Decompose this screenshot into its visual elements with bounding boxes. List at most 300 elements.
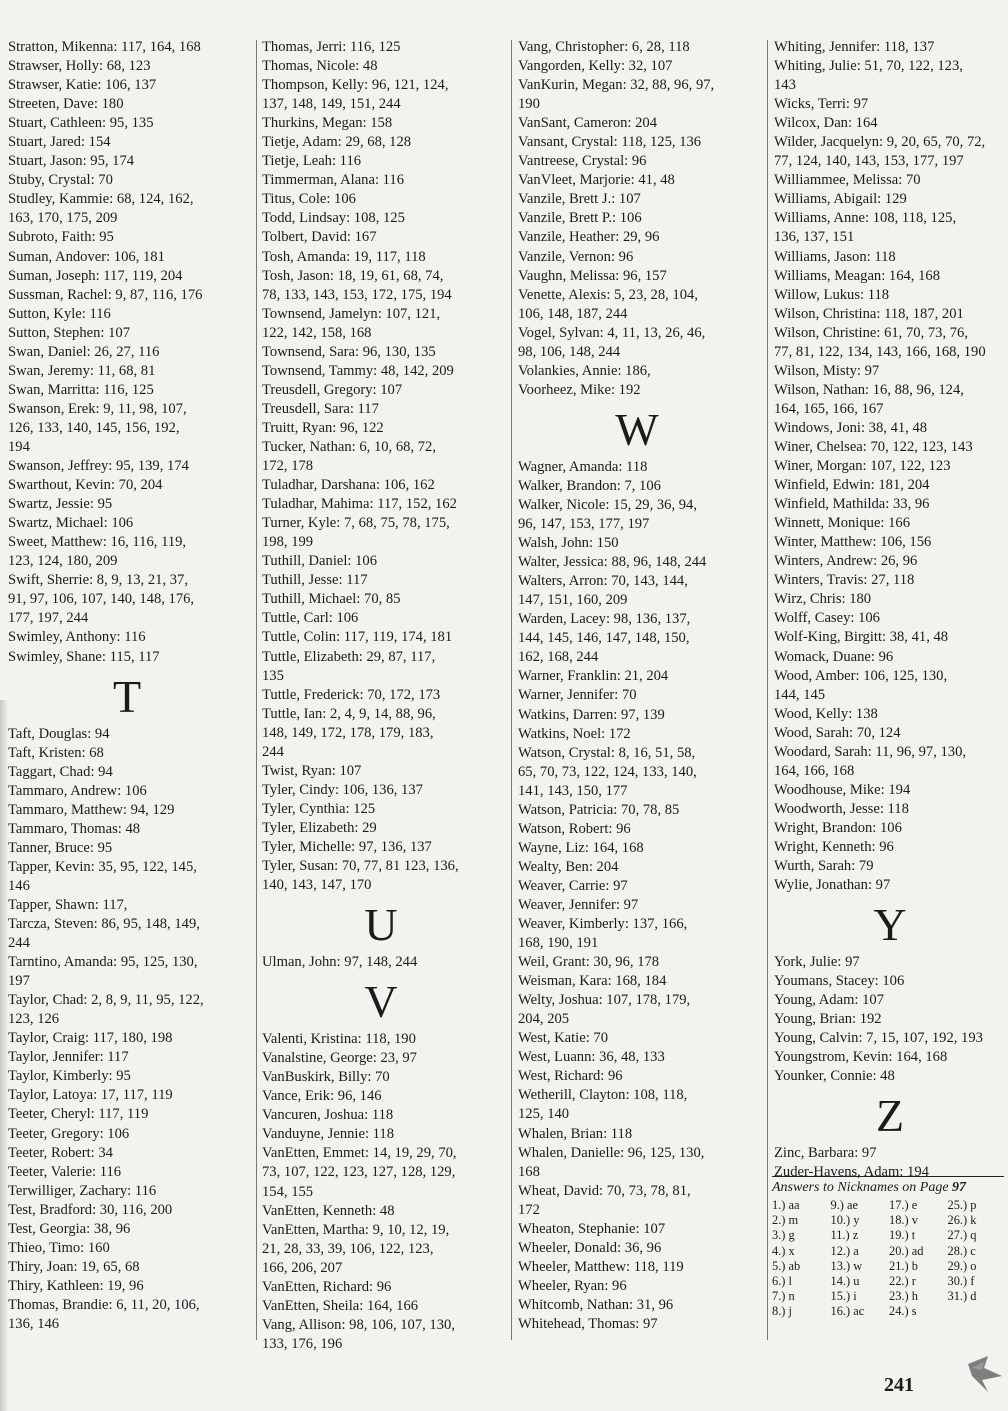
index-entry: Younker, Connie: 48 — [774, 1068, 895, 1085]
index-entry: West, Katie: 70 — [518, 1030, 609, 1047]
index-entry: Warden, Lacey: 98, 136, 137, — [518, 611, 691, 628]
answer-item: 22.) r — [889, 1274, 916, 1289]
index-entry: Willow, Lukus: 118 — [774, 286, 890, 303]
index-entry: Winfield, Mathilda: 33, 96 — [774, 496, 930, 513]
index-entry: Wheaton, Stephanie: 107 — [518, 1220, 666, 1237]
index-entry: Vancuren, Joshua: 118 — [262, 1107, 394, 1124]
answer-item: 30.) f — [947, 1274, 975, 1289]
index-entry: Winer, Morgan: 107, 122, 123 — [774, 458, 951, 475]
index-entry: 123, 126 — [8, 1011, 60, 1028]
index-entry: Zuder-Havens, Adam: 194 — [774, 1164, 929, 1181]
index-entry: Townsend, Jamelyn: 107, 121, — [262, 305, 441, 322]
index-entry: Voorheez, Mike: 192 — [518, 381, 641, 398]
index-entry: Treusdell, Sara: 117 — [262, 400, 379, 417]
index-entry: Vantreese, Crystal: 96 — [518, 153, 647, 170]
index-entry: Tanner, Bruce: 95 — [8, 839, 113, 856]
index-entry: Watkins, Noel: 172 — [518, 725, 631, 742]
index-entry: Swan, Daniel: 26, 27, 116 — [8, 343, 160, 360]
column-divider — [511, 40, 512, 1340]
index-entry: Tuladhar, Darshana: 106, 162 — [262, 477, 435, 494]
index-entry: Wood, Kelly: 138 — [774, 705, 878, 722]
index-entry: Williams, Meagan: 164, 168 — [774, 267, 940, 284]
answer-item: 16.) ac — [830, 1304, 865, 1319]
index-entry: Streeten, Dave: 180 — [8, 96, 124, 113]
index-entry: Tammaro, Thomas: 48 — [8, 820, 141, 837]
index-entry: 98, 106, 148, 244 — [518, 343, 621, 360]
index-entry: Wheeler, Matthew: 118, 119 — [518, 1258, 684, 1275]
index-entry: Test, Georgia: 38, 96 — [8, 1220, 131, 1237]
page-number: 241 — [884, 1374, 914, 1396]
index-entry: Swan, Marritta: 116, 125 — [8, 381, 154, 398]
index-entry: York, Julie: 97 — [774, 954, 860, 971]
answer-item: 7.) n — [772, 1289, 795, 1304]
page-corner-arrow-icon — [958, 1346, 1006, 1394]
index-entry: 154, 155 — [262, 1183, 314, 1200]
index-entry: 125, 140 — [518, 1106, 570, 1123]
index-entry: Young, Adam: 107 — [774, 992, 885, 1009]
index-entry: Thurkins, Megan: 158 — [262, 115, 393, 132]
index-entry: 143 — [774, 77, 796, 94]
index-entry: Terwilliger, Zachary: 116 — [8, 1182, 157, 1199]
index-entry: Wilder, Jacquelyn: 9, 20, 65, 70, 72, — [774, 134, 986, 151]
answer-item: 2.) m — [772, 1213, 799, 1228]
index-entry: Wagner, Amanda: 118 — [518, 458, 648, 475]
index-entry: Vanalstine, George: 23, 97 — [262, 1050, 417, 1067]
index-entry: Whalen, Danielle: 96, 125, 130, — [518, 1144, 705, 1161]
answer-item: 18.) v — [889, 1213, 918, 1228]
index-entry: Vance, Erik: 96, 146 — [262, 1088, 382, 1105]
index-entry: Winnett, Monique: 166 — [774, 515, 911, 532]
answer-item: 1.) aa — [772, 1198, 800, 1212]
index-entry: Swan, Jeremy: 11, 68, 81 — [8, 362, 156, 379]
answer-item: 6.) l — [772, 1274, 792, 1289]
answer-item: 12.) a — [830, 1243, 859, 1258]
answer-item: 24.) s — [889, 1304, 917, 1319]
index-entry: 91, 97, 106, 107, 140, 148, 176, — [8, 591, 195, 608]
index-entry: Wheeler, Donald: 36, 96 — [518, 1239, 662, 1256]
index-entry: Williams, Anne: 108, 118, 125, — [774, 210, 957, 227]
index-entry: 148, 149, 172, 178, 179, 183, — [262, 724, 434, 741]
index-entry: Whitehead, Thomas: 97 — [518, 1316, 658, 1332]
index-entry: Thompson, Kelly: 96, 121, 124, — [262, 77, 449, 94]
index-entry: Tapper, Shawn: 117, — [8, 896, 128, 913]
index-entry: Tietje, Adam: 29, 68, 128 — [262, 134, 412, 151]
index-entry: Winters, Andrew: 26, 96 — [774, 553, 918, 570]
index-entry: Woodard, Sarah: 11, 96, 97, 130, — [774, 743, 967, 760]
index-entry: Swanson, Jeffrey: 95, 139, 174 — [8, 458, 189, 475]
answer-item: 14.) u — [830, 1274, 860, 1289]
index-entry: Strawser, Holly: 68, 123 — [8, 58, 151, 75]
answer-item: 3.) g — [772, 1228, 795, 1243]
index-entry: VanEtten, Sheila: 164, 166 — [262, 1297, 419, 1314]
index-entry: Tapper, Kevin: 35, 95, 122, 145, — [8, 858, 197, 875]
index-entry: Tuttle, Elizabeth: 29, 87, 117, — [262, 648, 436, 665]
index-entry: Volankies, Annie: 186, — [518, 362, 651, 379]
index-entry: Tuttle, Ian: 2, 4, 9, 14, 88, 96, — [262, 705, 436, 722]
index-entry: Warner, Jennifer: 70 — [518, 687, 637, 704]
index-entry: Wilson, Misty: 97 — [774, 362, 880, 379]
index-entry: 141, 143, 150, 177 — [518, 782, 628, 799]
index-entry: Wood, Amber: 106, 125, 130, — [774, 667, 948, 684]
index-entry: Womack, Duane: 96 — [774, 648, 894, 665]
index-entry: Sweet, Matthew: 16, 116, 119, — [8, 534, 187, 551]
index-entry: Todd, Lindsay: 108, 125 — [262, 210, 405, 227]
index-entry: Tucker, Nathan: 6, 10, 68, 72, — [262, 438, 436, 455]
index-entry: VanEtten, Kenneth: 48 — [262, 1202, 395, 1219]
answer-item: 28.) c — [947, 1243, 976, 1258]
index-entry: Weaver, Kimberly: 137, 166, — [518, 916, 688, 933]
index-entry: Winfield, Edwin: 181, 204 — [774, 477, 930, 494]
index-entry: Teeter, Gregory: 106 — [8, 1125, 130, 1142]
index-entry: Watkins, Darren: 97, 139 — [518, 706, 665, 723]
answers-title: Answers to Nicknames on Page 97 — [772, 1180, 967, 1195]
index-entry: Swanson, Erek: 9, 11, 98, 107, — [8, 400, 187, 417]
index-entry: 244 — [262, 743, 284, 760]
index-entry: Wicks, Terri: 97 — [774, 96, 869, 113]
index-entry: Young, Brian: 192 — [774, 1011, 882, 1028]
answers-grid — [772, 1198, 1004, 1320]
section-letter-v: V — [364, 976, 398, 1028]
index-entry: 96, 147, 153, 177, 197 — [518, 516, 650, 533]
index-entry: Tyler, Cindy: 106, 136, 137 — [262, 781, 423, 798]
index-entry: 122, 142, 158, 168 — [262, 324, 372, 341]
index-entry: 168, 190, 191 — [518, 935, 599, 952]
answer-item: 25.) p — [947, 1198, 977, 1212]
index-entry: VanKurin, Megan: 32, 88, 96, 97, — [518, 77, 715, 94]
index-entry: Stuby, Crystal: 70 — [8, 172, 113, 189]
index-entry: Walter, Jessica: 88, 96, 148, 244 — [518, 554, 707, 571]
index-entry: Tarcza, Steven: 86, 95, 148, 149, — [8, 916, 200, 933]
nickname-answers-box — [772, 1176, 1004, 1320]
index-entry: Vogel, Sylvan: 4, 11, 13, 26, 46, — [518, 324, 706, 341]
index-entry: Thiry, Joan: 19, 65, 68 — [8, 1258, 140, 1275]
index-entry: Venette, Alexis: 5, 23, 28, 104, — [518, 286, 698, 303]
index-entry: Woodhouse, Mike: 194 — [774, 781, 911, 798]
answer-item: 26.) k — [947, 1213, 977, 1228]
index-entry: 172, 178 — [262, 458, 314, 475]
index-entry: Whiting, Julie: 51, 70, 122, 123, — [774, 58, 963, 75]
index-entry: Swimley, Shane: 115, 117 — [8, 648, 160, 665]
index-entry: VanBuskirk, Billy: 70 — [262, 1069, 390, 1086]
index-entry: VanEtten, Emmet: 14, 19, 29, 70, — [262, 1145, 457, 1162]
index-entry: Swartz, Michael: 106 — [8, 515, 134, 532]
answer-item: 11.) z — [830, 1228, 859, 1243]
index-entry: Wayne, Liz: 164, 168 — [518, 839, 644, 856]
index-entry: 135 — [262, 667, 284, 684]
index-entry: Test, Bradford: 30, 116, 200 — [8, 1201, 173, 1218]
index-entry: Vang, Allison: 98, 106, 107, 130, — [262, 1316, 455, 1333]
index-entry: 162, 168, 244 — [518, 649, 599, 666]
index-entry: 140, 143, 147, 170 — [262, 877, 372, 894]
index-entry: Windows, Joni: 38, 41, 48 — [774, 419, 928, 436]
index-entry: Studley, Kammie: 68, 124, 162, — [8, 191, 194, 208]
index-entry: Thomas, Nicole: 48 — [262, 58, 378, 75]
index-entry: Warner, Franklin: 21, 204 — [518, 668, 669, 685]
index-entry: Tosh, Jason: 18, 19, 61, 68, 74, — [262, 267, 444, 284]
index-entry: 136, 146 — [8, 1316, 60, 1332]
index-entry: Tyler, Cynthia: 125 — [262, 800, 376, 817]
index-entry: 166, 206, 207 — [262, 1259, 343, 1276]
index-column-4 — [774, 38, 1006, 1183]
index-entry: 197 — [8, 973, 30, 990]
index-entry: Teeter, Robert: 34 — [8, 1144, 113, 1161]
index-entry: Tuttle, Colin: 117, 119, 174, 181 — [262, 629, 453, 646]
index-entry: Wright, Kenneth: 96 — [774, 838, 894, 855]
index-entry: 73, 107, 122, 123, 127, 128, 129, — [262, 1164, 456, 1181]
index-entry: Watson, Crystal: 8, 16, 51, 58, — [518, 744, 696, 761]
index-entry: Stuart, Cathleen: 95, 135 — [8, 115, 154, 132]
index-entry: Weisman, Kara: 168, 184 — [518, 973, 667, 990]
section-letter-y: Y — [873, 899, 907, 951]
index-entry: Woodworth, Jesse: 118 — [774, 800, 909, 817]
index-entry: Youngstrom, Kevin: 164, 168 — [774, 1049, 948, 1066]
index-entry: 123, 124, 180, 209 — [8, 553, 118, 570]
index-entry: Vaughn, Melissa: 96, 157 — [518, 267, 667, 284]
index-entry: VanEtten, Martha: 9, 10, 12, 19, — [262, 1221, 450, 1238]
index-entry: Swimley, Anthony: 116 — [8, 629, 146, 646]
index-entry: Tolbert, David: 167 — [262, 229, 377, 246]
index-entry: Tuthill, Jesse: 117 — [262, 572, 368, 589]
index-entry: Tammaro, Andrew: 106 — [8, 782, 147, 799]
answer-item — [948, 1304, 1005, 1319]
index-entry: Wilson, Nathan: 16, 88, 96, 124, — [774, 381, 964, 398]
index-entry: West, Luann: 36, 48, 133 — [518, 1049, 665, 1066]
index-entry: Wylie, Jonathan: 97 — [774, 877, 891, 894]
index-entry: Taft, Kristen: 68 — [8, 744, 104, 761]
index-entry: VanSant, Cameron: 204 — [518, 115, 658, 132]
index-entry: Subroto, Faith: 95 — [8, 229, 114, 246]
index-entry: Williammee, Melissa: 70 — [774, 172, 921, 189]
index-entry: 146 — [8, 877, 30, 894]
index-entry: 194 — [8, 438, 30, 455]
index-entry: 147, 151, 160, 209 — [518, 592, 628, 609]
index-entry: Williams, Abigail: 129 — [774, 191, 907, 208]
index-entry: Wealty, Ben: 204 — [518, 858, 619, 875]
index-entry: 144, 145 — [774, 686, 826, 703]
index-entry: Taylor, Craig: 117, 180, 198 — [8, 1030, 173, 1047]
index-entry: 168 — [518, 1163, 540, 1180]
index-entry: Sussman, Rachel: 9, 87, 116, 176 — [8, 286, 203, 303]
index-entry: West, Richard: 96 — [518, 1068, 623, 1085]
index-entry: Swift, Sherrie: 8, 9, 13, 21, 37, — [8, 572, 188, 589]
index-entry: Tyler, Elizabeth: 29 — [262, 819, 377, 836]
index-entry: Whitcomb, Nathan: 31, 96 — [518, 1296, 674, 1313]
index-entry: 77, 81, 122, 134, 143, 166, 168, 190 — [774, 343, 986, 360]
index-entry: Walker, Brandon: 7, 106 — [518, 477, 661, 494]
answer-item: 21.) b — [889, 1258, 918, 1273]
index-entry: Zinc, Barbara: 97 — [774, 1145, 877, 1162]
index-entry: 198, 199 — [262, 534, 314, 551]
index-entry: 106, 148, 187, 244 — [518, 305, 628, 322]
index-entry: 172 — [518, 1201, 540, 1218]
index-entry: 136, 137, 151 — [774, 229, 855, 246]
answer-item: 29.) o — [947, 1258, 977, 1273]
index-entry: Teeter, Cheryl: 117, 119 — [8, 1106, 149, 1123]
index-column-3 — [518, 38, 756, 1334]
index-entry: Walsh, John: 150 — [518, 535, 619, 552]
index-entry: Taylor, Jennifer: 117 — [8, 1049, 129, 1066]
index-entry: Whiting, Jennifer: 118, 137 — [774, 39, 935, 55]
answer-item: 23.) h — [889, 1289, 918, 1304]
index-entry: Vang, Christopher: 6, 28, 118 — [518, 39, 690, 55]
index-entry: Wilson, Christina: 118, 187, 201 — [774, 305, 964, 322]
index-entry: Tuttle, Frederick: 70, 172, 173 — [262, 686, 441, 703]
index-entry: Suman, Andover: 106, 181 — [8, 248, 165, 265]
answers-page-ref: 97 — [952, 1180, 967, 1195]
index-entry: Stuart, Jason: 95, 174 — [8, 153, 135, 170]
index-entry: Tyler, Michelle: 97, 136, 137 — [262, 838, 432, 855]
index-entry: Welty, Joshua: 107, 178, 179, — [518, 992, 691, 1009]
index-entry: Thiry, Kathleen: 19, 96 — [8, 1277, 144, 1294]
column-divider — [767, 40, 768, 1340]
index-entry: Thomas, Jerri: 116, 125 — [262, 39, 401, 55]
index-entry: Wetherill, Clayton: 108, 118, — [518, 1087, 688, 1104]
index-entry: Tietje, Leah: 116 — [262, 153, 362, 170]
answer-item: 13.) w — [830, 1258, 863, 1273]
index-entry: 137, 148, 149, 151, 244 — [262, 96, 401, 113]
index-entry: Wilson, Christine: 61, 70, 73, 76, — [774, 324, 968, 341]
index-entry: 163, 170, 175, 209 — [8, 210, 118, 227]
index-entry: Taylor, Latoya: 17, 117, 119 — [8, 1087, 173, 1104]
index-entry: Wright, Brandon: 106 — [774, 819, 902, 836]
answer-item: 20.) ad — [889, 1243, 924, 1258]
index-entry: Thieo, Timo: 160 — [8, 1239, 110, 1256]
index-entry: Teeter, Valerie: 116 — [8, 1163, 122, 1180]
index-column-1 — [8, 38, 246, 1334]
index-entry: Wolff, Casey: 106 — [774, 610, 880, 627]
index-entry: Weaver, Jennifer: 97 — [518, 896, 639, 913]
index-entry: Wheat, David: 70, 73, 78, 81, — [518, 1182, 691, 1199]
index-entry: Townsend, Sara: 96, 130, 135 — [262, 343, 436, 360]
index-entry: Vanzile, Brett P.: 106 — [518, 210, 642, 227]
index-entry: Walker, Nicole: 15, 29, 36, 94, — [518, 496, 698, 513]
index-entry: Strawser, Katie: 106, 137 — [8, 77, 157, 94]
index-entry: Taggart, Chad: 94 — [8, 763, 113, 780]
index-entry: Whalen, Brian: 118 — [518, 1125, 633, 1142]
index-entry: Winters, Travis: 27, 118 — [774, 572, 915, 589]
index-entry: Swartz, Jessie: 95 — [8, 496, 113, 513]
index-entry: Tyler, Susan: 70, 77, 81 123, 136, — [262, 858, 459, 875]
index-entry: Tuthill, Daniel: 106 — [262, 553, 378, 570]
index-entry: Titus, Cole: 106 — [262, 191, 356, 208]
index-entry: Stuart, Jared: 154 — [8, 134, 111, 151]
index-entry: Taylor, Kimberly: 95 — [8, 1068, 131, 1085]
index-entry: Turner, Kyle: 7, 68, 75, 78, 175, — [262, 515, 450, 532]
index-entry: Stratton, Mikenna: 117, 164, 168 — [8, 39, 201, 55]
index-entry: Swarthout, Kevin: 70, 204 — [8, 477, 163, 494]
answer-item: 10.) y — [830, 1213, 860, 1228]
index-entry: Vangorden, Kelly: 32, 107 — [518, 58, 673, 75]
index-entry: Young, Calvin: 7, 15, 107, 192, 193 — [774, 1030, 983, 1047]
index-entry: Wirz, Chris: 180 — [774, 591, 872, 608]
page-edge-shadow — [0, 700, 8, 1411]
index-entry: Suman, Joseph: 117, 119, 204 — [8, 267, 183, 284]
index-entry: Wolf-King, Birgitt: 38, 41, 48 — [774, 629, 949, 646]
index-entry: Williams, Jason: 118 — [774, 248, 896, 265]
index-entry: 244 — [8, 935, 30, 952]
index-entry: Ulman, John: 97, 148, 244 — [262, 954, 418, 971]
index-entry: Weaver, Carrie: 97 — [518, 877, 628, 894]
index-entry: Twist, Ryan: 107 — [262, 762, 362, 779]
index-entry: Wurth, Sarah: 79 — [774, 858, 874, 875]
index-entry: Youmans, Stacey: 106 — [774, 973, 905, 990]
index-entry: 204, 205 — [518, 1011, 570, 1028]
index-entry: 21, 28, 33, 39, 106, 122, 123, — [262, 1240, 434, 1257]
index-entry: 177, 197, 244 — [8, 610, 89, 627]
index-entry: Taylor, Chad: 2, 8, 9, 11, 95, 122, — [8, 992, 204, 1009]
index-entry: Treusdell, Gregory: 107 — [262, 381, 403, 398]
index-entry: Walters, Arron: 70, 143, 144, — [518, 573, 688, 590]
index-entry: 164, 166, 168 — [774, 762, 855, 779]
index-entry: Wilcox, Dan: 164 — [774, 115, 878, 132]
index-entry: Sutton, Kyle: 116 — [8, 305, 111, 322]
index-column-2 — [262, 38, 500, 1354]
answer-item: 27.) q — [947, 1228, 977, 1243]
answer-item: 8.) j — [772, 1304, 792, 1319]
index-entry: 78, 133, 143, 153, 172, 175, 194 — [262, 286, 452, 303]
answer-item: 5.) ab — [772, 1258, 801, 1273]
index-entry: Winter, Matthew: 106, 156 — [774, 534, 932, 551]
answers-divider — [772, 1176, 1004, 1177]
index-entry: Winer, Chelsea: 70, 122, 123, 143 — [774, 438, 973, 455]
index-entry: Weil, Grant: 30, 96, 178 — [518, 954, 660, 971]
index-entry: VanEtten, Richard: 96 — [262, 1278, 392, 1295]
section-letter-u: U — [364, 899, 398, 951]
index-entry: Tosh, Amanda: 19, 117, 118 — [262, 248, 426, 265]
index-entry: Watson, Robert: 96 — [518, 820, 631, 837]
index-entry: Townsend, Tammy: 48, 142, 209 — [262, 362, 454, 379]
section-letter-t: T — [112, 670, 142, 722]
section-letter-w: W — [615, 403, 659, 455]
index-entry: 126, 133, 140, 145, 156, 192, — [8, 419, 180, 436]
index-entry: Vanzile, Heather: 29, 96 — [518, 229, 660, 246]
answer-item: 4.) x — [772, 1243, 795, 1258]
index-entry: Wood, Sarah: 70, 124 — [774, 724, 901, 741]
index-entry: Vanzile, Brett J.: 107 — [518, 191, 641, 208]
answer-item: 9.) ae — [830, 1198, 859, 1212]
section-letter-z: Z — [875, 1090, 905, 1142]
index-entry: 164, 165, 166, 167 — [774, 400, 884, 417]
index-entry: Tuthill, Michael: 70, 85 — [262, 591, 401, 608]
index-entry: Tuladhar, Mahima: 117, 152, 162 — [262, 496, 457, 513]
answer-item: 19.) t — [889, 1228, 916, 1243]
answer-item: 15.) i — [830, 1289, 857, 1304]
index-entry: Vanzile, Vernon: 96 — [518, 248, 634, 265]
index-entry: 144, 145, 146, 147, 148, 150, — [518, 630, 690, 647]
index-entry: 77, 124, 140, 143, 153, 177, 197 — [774, 153, 964, 170]
index-entry: Taft, Douglas: 94 — [8, 725, 110, 742]
index-entry: Vanduyne, Jennie: 118 — [262, 1126, 394, 1143]
index-entry: Wheeler, Ryan: 96 — [518, 1277, 627, 1294]
answer-item: 17.) e — [889, 1198, 918, 1212]
index-entry: Thomas, Brandie: 6, 11, 20, 106, — [8, 1296, 200, 1313]
index-entry: Sutton, Stephen: 107 — [8, 324, 131, 341]
index-entry: 190 — [518, 96, 540, 113]
index-entry: Truitt, Ryan: 96, 122 — [262, 419, 384, 436]
index-entry: VanVleet, Marjorie: 41, 48 — [518, 172, 675, 189]
index-entry: Timmerman, Alana: 116 — [262, 172, 405, 189]
index-entry: Tammaro, Matthew: 94, 129 — [8, 801, 175, 818]
index-entry: Tarntino, Amanda: 95, 125, 130, — [8, 954, 198, 971]
index-entry: 133, 176, 196 — [262, 1335, 343, 1352]
index-entry: Vansant, Crystal: 118, 125, 136 — [518, 134, 702, 151]
column-divider — [256, 40, 257, 1340]
answer-item: 31.) d — [947, 1289, 977, 1304]
index-entry: Tuttle, Carl: 106 — [262, 610, 359, 627]
index-entry: 65, 70, 73, 122, 124, 133, 140, — [518, 763, 697, 780]
index-entry: Watson, Patricia: 70, 78, 85 — [518, 801, 680, 818]
index-entry: Valenti, Kristina: 118, 190 — [262, 1031, 416, 1048]
